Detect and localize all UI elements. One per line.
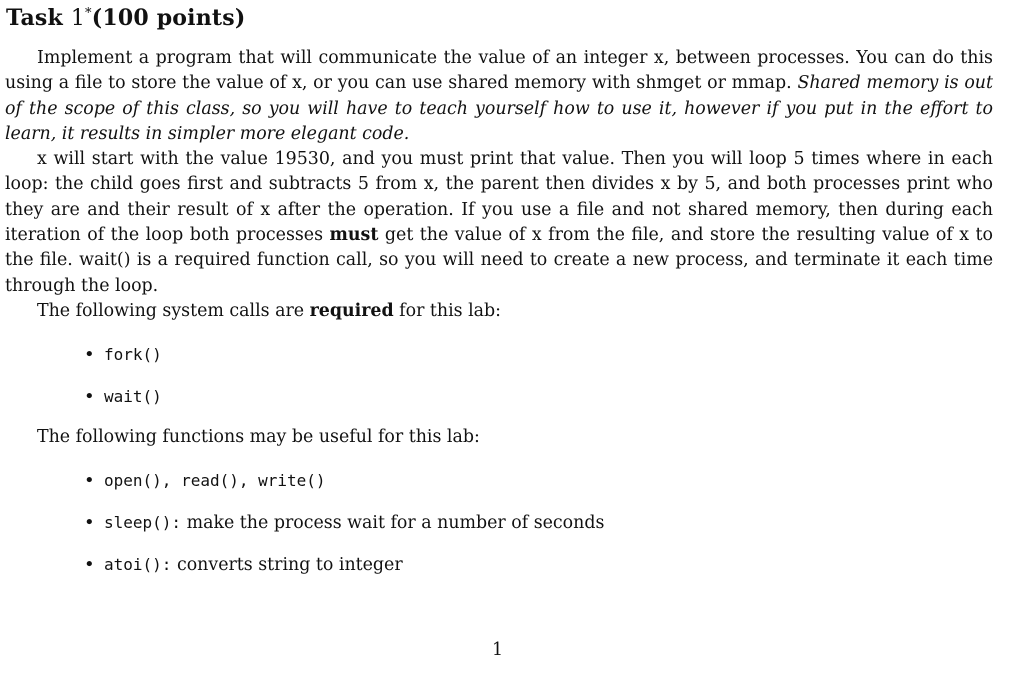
- paragraph-2: [5, 147, 993, 299]
- list-item: [84, 511, 604, 553]
- paragraph-3-emphasis: required: [309, 300, 394, 321]
- task-star: *: [85, 6, 92, 21]
- useful-functions-intro: The following functions may be useful for this lab:: [37, 427, 480, 447]
- list-item: [84, 553, 604, 595]
- list-item: [84, 385, 162, 427]
- call-code: wait(): [104, 387, 162, 406]
- required-calls-list: [84, 343, 162, 427]
- page-number: 1: [492, 640, 504, 660]
- useful-functions-list: [84, 469, 604, 595]
- bullet-icon: •: [84, 386, 95, 407]
- call-code: fork(): [104, 345, 162, 364]
- list-item: [84, 469, 604, 511]
- function-description: converts string to integer: [176, 555, 403, 575]
- paragraph-2-end: get the value of x from the file, and store the resulting value of x to the file. wait() is a required function call, so you will need to create a new process, and terminate it each time through the loop.: [5, 225, 994, 296]
- bullet-icon: •: [84, 512, 95, 533]
- paragraph-3-end: for this lab:: [399, 300, 502, 321]
- function-code: open(), read(), write(): [104, 471, 326, 490]
- paragraph-1-italic: Shared memory is out of the scope of this class, so you will have to teach yourself how to use it, however if you put in the effort to learn, it results in simpler more elegant code.: [5, 73, 993, 144]
- paragraph-1-plain: Implement a program that will communicate the value of an integer x, between processes. You can do this using a file to store the value of x, or you can use shared memory with shmget or mmap.: [5, 48, 993, 94]
- bullet-icon: •: [84, 554, 95, 575]
- task-points: (100 points): [91, 5, 246, 31]
- function-code: atoi():: [104, 555, 172, 574]
- bullet-icon: •: [84, 344, 95, 365]
- paragraph-3: [5, 299, 993, 324]
- paragraph-1: [5, 46, 993, 147]
- function-code: sleep():: [104, 513, 182, 532]
- task-number: 1: [70, 6, 86, 31]
- bullet-icon: •: [84, 470, 95, 491]
- function-description: make the process wait for a number of seconds: [186, 513, 605, 533]
- task-label: Task: [6, 5, 63, 31]
- paragraph-2-emphasis: must: [329, 225, 379, 246]
- list-item: [84, 343, 162, 385]
- paragraph-3-start: The following system calls are: [37, 300, 305, 321]
- paragraph-2-start: x will start with the value 19530, and you must print that value. Then you will loop 5 times where in each loop: the child goes first and subtracts 5 from x, the parent then divides x by 5, and both processes print who they are and their result of x after the operation. If you use a file and not shared memory, then during each iteration of the loop both processes: [5, 149, 993, 246]
- task-description: [5, 46, 993, 324]
- task-heading: [6, 5, 245, 31]
